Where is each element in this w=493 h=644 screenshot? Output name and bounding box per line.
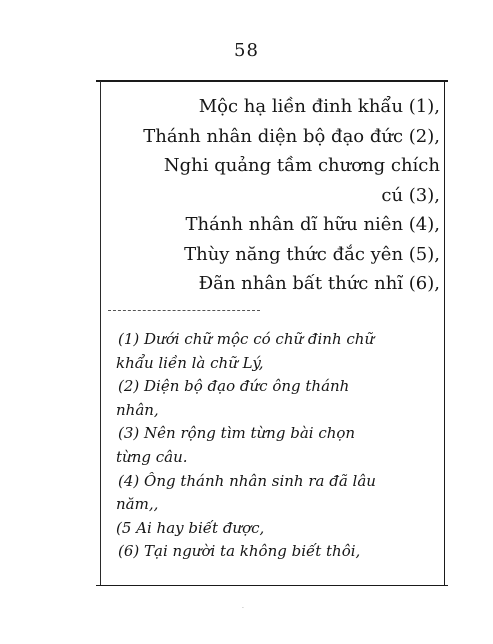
footnote-line: năm,, — [116, 495, 159, 514]
footnote-line: (4) Ông thánh nhân sinh ra đã lâu — [118, 471, 376, 490]
frame-bottom-rule — [96, 585, 448, 586]
footnote-line: (6) Tại người ta không biết thôi, — [118, 542, 361, 561]
footnote-line: (3) Nên rộng tìm từng bài chọn — [118, 424, 356, 443]
frame-right-rule — [444, 81, 445, 586]
footnote-separator — [108, 310, 260, 311]
frame-top-rule — [96, 80, 448, 82]
verse-line: Thùy năng thức đắc yên (5), — [184, 243, 440, 265]
footnote-line: khẩu liền là chữ Lý, — [116, 353, 264, 372]
verse-line: Thánh nhân dĩ hữu niên (4), — [185, 214, 440, 235]
verse-block — [110, 92, 440, 299]
page-number: 58 — [234, 40, 259, 61]
frame-left-rule — [100, 81, 101, 586]
print-mark: · — [242, 605, 244, 612]
verse-line: Mộc hạ liền đinh khẩu (1), — [198, 96, 440, 117]
footnote-line: từng câu. — [116, 447, 188, 466]
footnote-line: (5 Ai hay biết được, — [116, 518, 265, 537]
verse-line: cú (3), — [381, 184, 440, 206]
verse-line: Thánh nhân diện bộ đạo đức (2), — [143, 125, 440, 147]
verse-line: Nghi quảng tầm chương chích — [163, 155, 440, 176]
footnote-line: (2) Diện bộ đạo đức ông thánh — [118, 377, 350, 396]
verse-line: Đãn nhân bất thức nhĩ (6), — [198, 273, 440, 294]
footnote-line: nhân, — [116, 400, 159, 419]
footnotes-block — [116, 328, 438, 564]
footnote-line: (1) Dưới chữ mộc có chữ đinh chữ — [118, 330, 375, 348]
